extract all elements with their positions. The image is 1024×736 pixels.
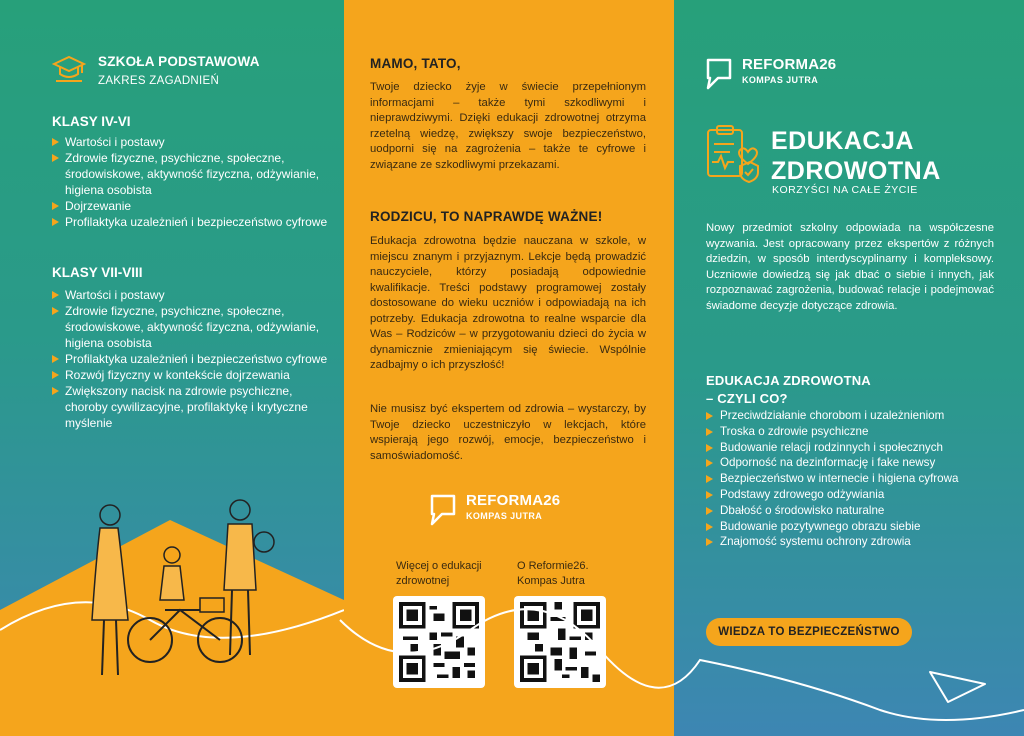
right-panel [674,0,1024,736]
list-item: Odporność na dezinformację i fake newsy [706,455,1006,471]
brand-logo [704,56,836,90]
qr1-label: Więcej o edukacji zdrowotnej [396,560,482,587]
page-title: EDUKACJA ZDROWOTNA [771,127,941,185]
paragraph-no-expert: Nie musisz być ekspertem od zdrowia – wystarczy, by Twoje dziecko uczestniczyło w lekcjach, które wspierają jego rozwój, emocje, bezpieczeństwo i samoświadomość. [370,403,646,462]
graduation-cap-icon [52,54,86,89]
paragraph-school: Edukacja zdrowotna będzie nauczana w szkole, w miejscu znanym i przyjaznym. Lekcje będą prowadzić nauczyciele, którzy posiadają odpowiednie kwalifikacje. Treści podstawy programowej zostały dostosowane do wieku uczniów i odpowiadają na ich potrzeby. Edukacja zdrowotna to realne wsparcie dla Was – Rodziców – w przygotowaniu dzieci do życia w dynamicznie zmieniającym się świecie. Wspólnie zadbajmy o ich przyszłość! [370,235,646,371]
list-item: Zdrowie fizyczne, psychiczne, społeczne, środowiskowe, aktywność fizyczna, odżywianie, higiena osobista [52,303,332,351]
list-item: Budowanie relacji rodzinnych i społecznych [706,440,1006,456]
brand-logo [428,492,560,526]
list-item: Wartości i postawy [52,134,332,150]
brand-name: REFORMA26 [742,56,837,73]
qr-code-icon[interactable] [514,596,606,688]
school-header [52,54,260,89]
list-item: Dojrzewanie [52,198,332,214]
list-item: Profilaktyka uzależnień i bezpieczeństwo cyfrowe [52,214,332,230]
brand-logo-icon [428,492,458,526]
what-is-heading: EDUKACJA ZDROWOTNA – CZYLI CO? [706,373,871,406]
section-grades-7-8-title: KLASY VII-VIII [52,265,143,280]
section-grades-4-6-title: KLASY IV-VI [52,114,131,129]
section-grades-7-8-list [52,287,332,431]
list-item: Profilaktyka uzależnień i bezpieczeństwo cyfrowe [52,351,332,367]
safety-cta-button[interactable]: WIEDZA TO BEZPIECZEŃSTWO [706,618,912,646]
intro-paragraph: Nowy przedmiot szkolny odpowiada na współczesne wyzwania. Jest opracowany przez ekspertów z różnych dziedzin, w sposób interdyscyplinarny i kompleksowy. Uczniowie dowiedzą się jak dbać o siebie i innych, jak rozpoznawać zagrożenia, budować relacje i podejmować świadome decyzje dotyczące zdrowia. [706,222,994,312]
list-item: Podstawy zdrowego odżywiania [706,487,1006,503]
left-panel [0,0,344,736]
health-clipboard-icon [704,122,762,184]
school-title: SZKOŁA PODSTAWOWA [98,54,260,69]
brand-tagline: KOMPAS JUTRA [466,511,543,521]
list-item: Troska o zdrowie psychiczne [706,424,1006,440]
qr2-label: O Reformie26. Kompas Jutra [517,560,589,587]
qr-code-icon[interactable] [393,596,485,688]
list-item: Bezpieczeństwo w internecie i higiena cyfrowa [706,471,1006,487]
list-item: Dbałość o środowisko naturalne [706,503,1006,519]
school-subtitle: ZAKRES ZAGADNIEŃ [98,75,220,87]
middle-panel [344,0,674,736]
brand-tagline: KOMPAS JUTRA [742,75,819,85]
list-item: Zwiększony nacisk na zdrowie psychiczne, choroby cywilizacyjne, profilaktykę i krytyczne myślenie [52,383,332,431]
paragraph-parents: Twoje dziecko żyje w świecie przepełnionym informacjami – także tymi szkodliwymi i nieprawdziwymi. Dzięki edukacji zdrowotnej otrzyma rzetelną wiedzę, zwiększy swoje bezpieczeństwo, uodporni się na zagrożenia – także te cyfrowe i związane ze szkodliwymi przekazami. [370,81,646,171]
page-subtitle: KORZYŚCI NA CAŁE ŻYCIE [772,184,918,196]
heading-important: RODZICU, TO NAPRAWDĘ WAŻNE! [370,209,603,224]
list-item: Zdrowie fizyczne, psychiczne, społeczne, środowiskowe, aktywność fizyczna, odżywianie, higiena osobista [52,150,332,198]
list-item: Przeciwdziałanie chorobom i uzależnieniom [706,408,1006,424]
list-item: Znajomość systemu ochrony zdrowia [706,534,1006,550]
brand-logo-icon [704,56,734,90]
section-grades-4-6-list [52,134,332,230]
family-illustration [0,470,344,736]
list-item: Rozwój fizyczny w kontekście dojrzewania [52,367,332,383]
heading-parents: MAMO, TATO, [370,56,461,71]
benefits-list [706,408,1006,550]
list-item: Budowanie pozytywnego obrazu siebie [706,519,1006,535]
list-item: Wartości i postawy [52,287,332,303]
brand-name: REFORMA26 [466,492,561,509]
